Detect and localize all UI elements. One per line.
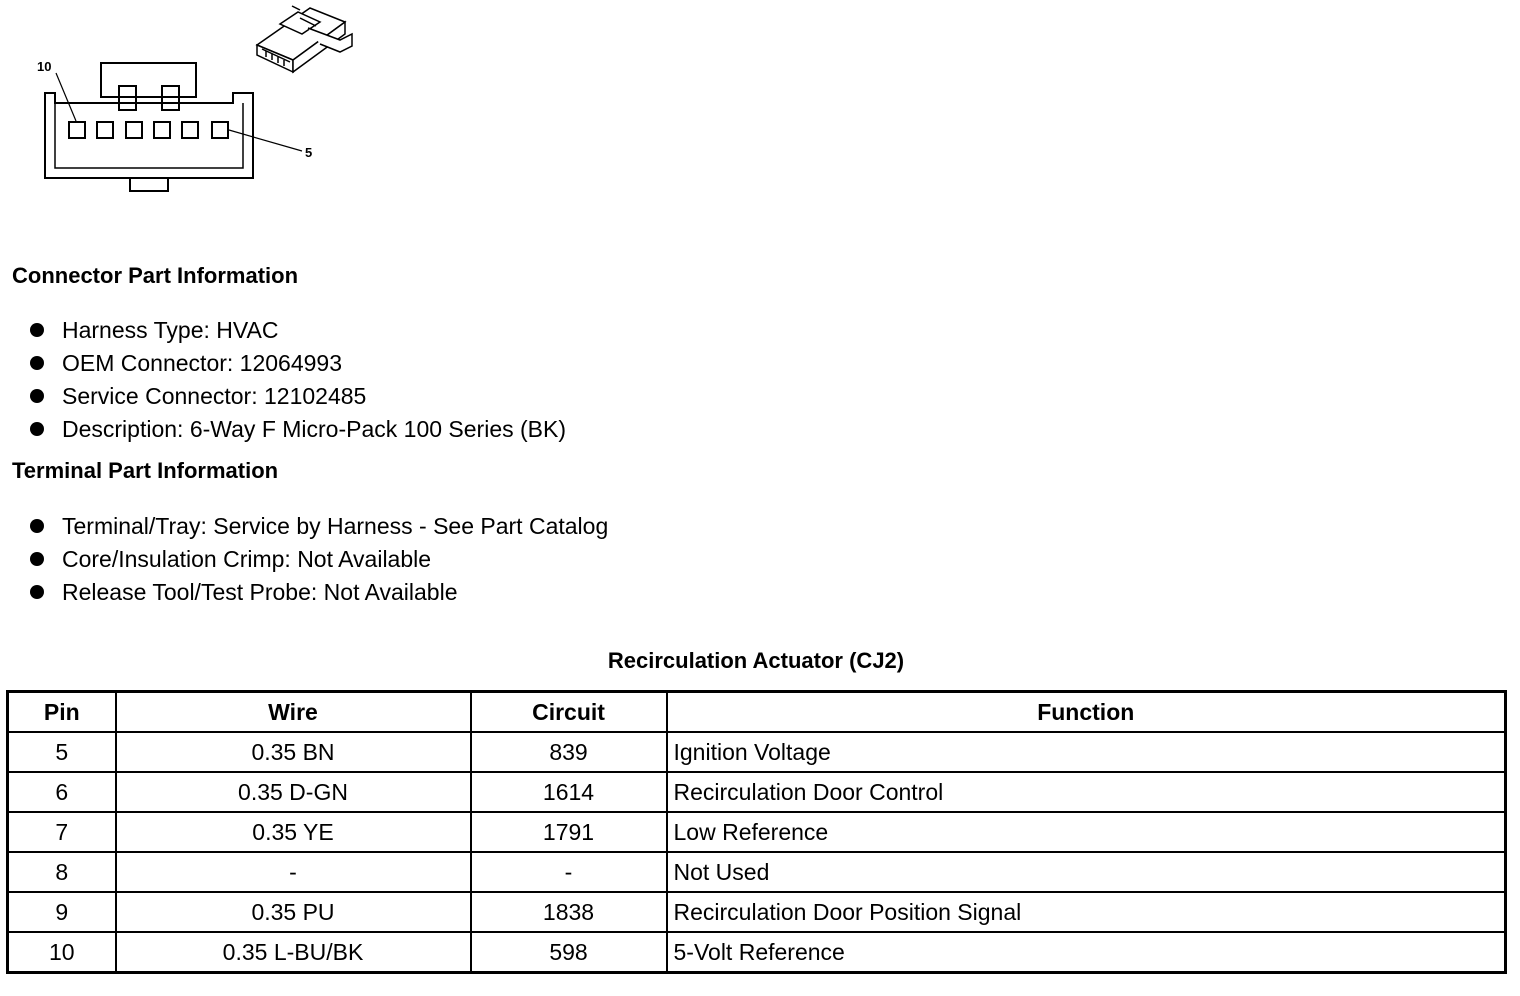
cell-pin: 7	[8, 812, 116, 852]
bullet-icon	[30, 585, 44, 599]
header-circuit: Circuit	[471, 692, 667, 733]
table-row	[8, 852, 1506, 892]
bullet-icon	[30, 356, 44, 370]
list-item-text: Harness Type: HVAC	[62, 317, 279, 343]
table-row	[8, 892, 1506, 932]
cavity-6	[182, 122, 198, 138]
terminal-part-info-heading: Terminal Part Information	[12, 458, 279, 483]
cell-function: Not Used	[667, 852, 1506, 892]
cell-wire: 0.35 L-BU/BK	[116, 932, 471, 973]
cell-circuit: 1838	[471, 892, 667, 932]
list-item	[28, 578, 608, 611]
cell-wire: 0.35 PU	[116, 892, 471, 932]
bullet-icon	[30, 389, 44, 403]
cell-circuit: 1791	[471, 812, 667, 852]
cell-wire: 0.35 YE	[116, 812, 471, 852]
cell-function: 5-Volt Reference	[667, 932, 1506, 973]
table-title: Recirculation Actuator (CJ2)	[607, 648, 905, 673]
list-item-text: Description: 6-Way F Micro-Pack 100 Series (BK)	[62, 416, 567, 442]
cavity-7	[154, 122, 170, 138]
bullet-icon	[30, 552, 44, 566]
bottom-key	[130, 178, 168, 191]
list-item-text: Service Connector: 12102485	[62, 383, 367, 409]
cell-pin: 5	[8, 732, 116, 772]
table-header-row	[8, 692, 1506, 733]
cavity-8	[126, 122, 142, 138]
list-item	[28, 382, 566, 415]
list-item	[28, 415, 566, 448]
connector-part-info-list	[28, 316, 566, 448]
cell-circuit: 598	[471, 932, 667, 973]
terminal-part-info-list	[28, 512, 608, 611]
cell-pin: 9	[8, 892, 116, 932]
table-row	[8, 772, 1506, 812]
cell-wire: 0.35 BN	[116, 732, 471, 772]
connector-diagram	[20, 0, 380, 200]
cell-wire: 0.35 D-GN	[116, 772, 471, 812]
cell-circuit: 839	[471, 732, 667, 772]
table-row	[8, 932, 1506, 973]
header-wire: Wire	[116, 692, 471, 733]
list-item	[28, 316, 566, 349]
bullet-icon	[30, 519, 44, 533]
cell-circuit: 1614	[471, 772, 667, 812]
connector-part-info-heading: Connector Part Information	[12, 263, 299, 288]
connector-body	[45, 93, 253, 178]
list-item	[28, 349, 566, 382]
cavity-10	[69, 122, 85, 138]
callout-label-10: 10	[37, 59, 52, 74]
table-row	[8, 732, 1506, 772]
list-item-text: Release Tool/Test Probe: Not Available	[62, 579, 458, 605]
list-item-text: OEM Connector: 12064993	[62, 350, 343, 376]
pin-table	[6, 690, 1507, 974]
cell-pin: 10	[8, 932, 116, 973]
cell-pin: 8	[8, 852, 116, 892]
cell-pin: 6	[8, 772, 116, 812]
cell-wire: -	[116, 852, 471, 892]
header-pin: Pin	[8, 692, 116, 733]
callout-label-5: 5	[305, 145, 313, 160]
list-item-text: Terminal/Tray: Service by Harness - See Part Catalog	[62, 513, 609, 539]
cell-circuit: -	[471, 852, 667, 892]
connector-isometric-icon	[257, 6, 352, 72]
table-row	[8, 812, 1506, 852]
header-function: Function	[667, 692, 1506, 733]
cell-function: Recirculation Door Control	[667, 772, 1506, 812]
cell-function: Low Reference	[667, 812, 1506, 852]
list-item-text: Core/Insulation Crimp: Not Available	[62, 546, 432, 572]
cell-function: Recirculation Door Position Signal	[667, 892, 1506, 932]
cell-function: Ignition Voltage	[667, 732, 1506, 772]
bullet-icon	[30, 422, 44, 436]
cavity-9	[97, 122, 113, 138]
list-item	[28, 545, 608, 578]
latch-frame	[101, 63, 196, 97]
bullet-icon	[30, 323, 44, 337]
list-item	[28, 512, 608, 545]
cavity-5	[212, 122, 228, 138]
